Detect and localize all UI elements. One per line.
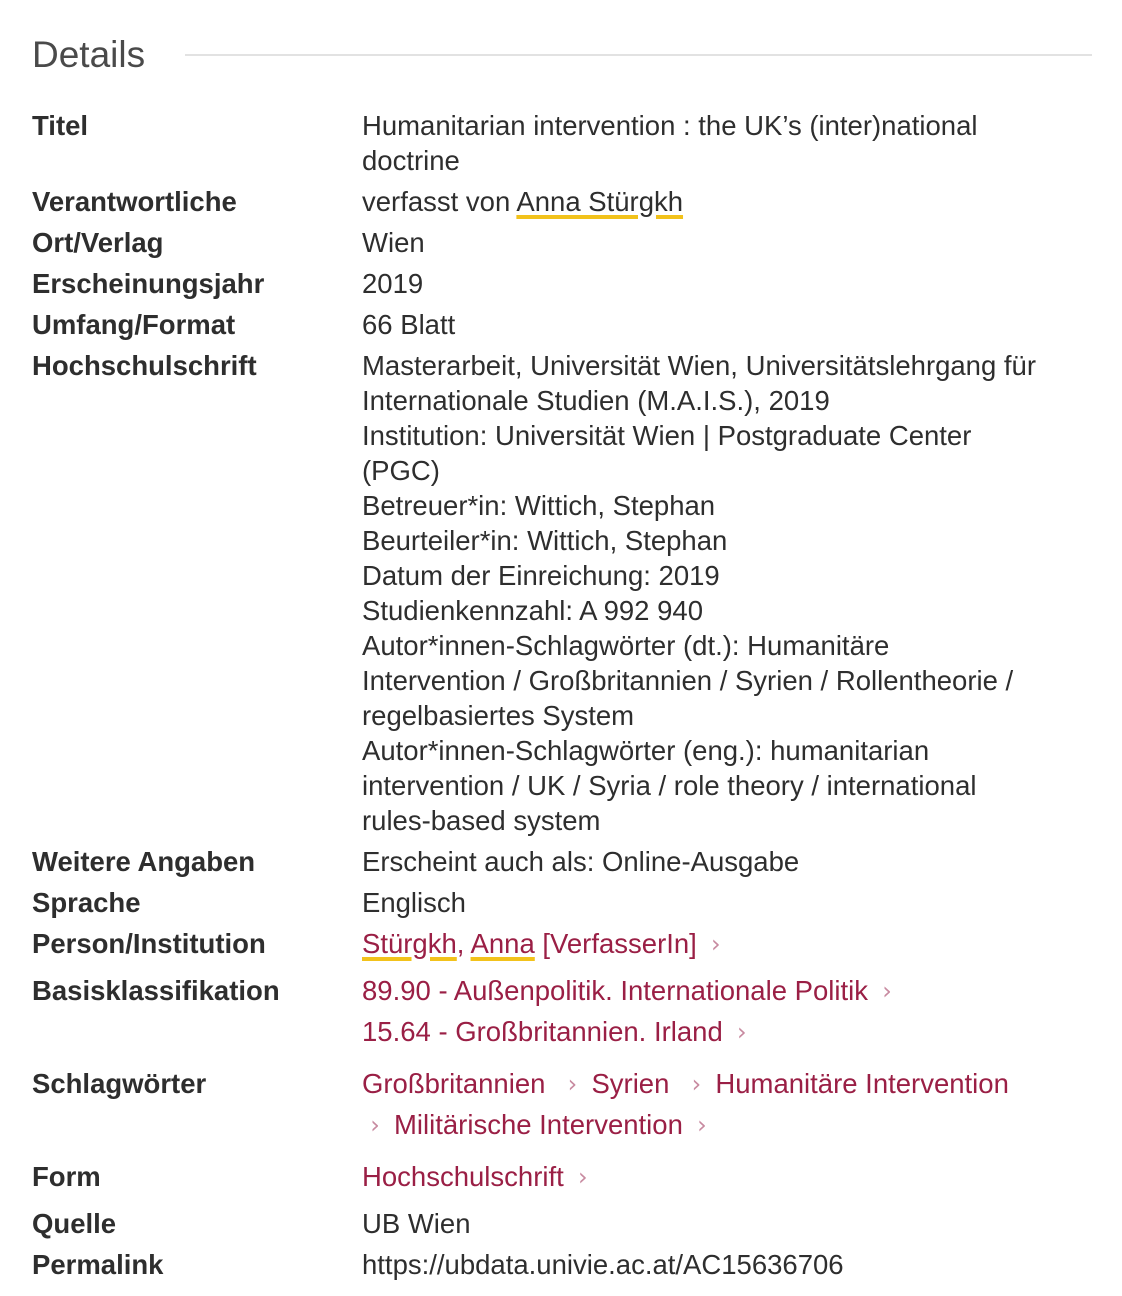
keyword-link[interactable]: Großbritannien [362,1068,546,1099]
field-row-ort-verlag [32,225,1102,260]
field-value-schlagwoerter [362,1066,1102,1148]
field-label-quelle: Quelle [32,1208,117,1239]
keyword-link[interactable]: Militärische Intervention [394,1109,683,1140]
title-line: Humanitarian intervention : the UK’s (inter)national [362,110,978,141]
chevron-right-icon[interactable]: › [370,1111,380,1139]
chevron-right-icon[interactable]: › [567,1070,578,1098]
field-row-verantwortliche [32,184,1102,219]
keyword-chain-line [362,1066,1102,1102]
keyword-link[interactable]: Humanitäre Intervention [715,1068,1009,1099]
person-link[interactable] [362,928,697,959]
field-row-titel [32,108,1102,178]
field-row-form [32,1159,1102,1195]
field-row-weitere-angaben [32,844,1102,879]
section-divider [185,54,1092,56]
chevron-right-icon[interactable]: › [882,977,892,1005]
thesis-note-line: intervention / UK / Syria / role theory / international [362,770,977,801]
chevron-right-icon[interactable]: › [711,930,721,958]
field-row-person-institution [32,926,1102,962]
thesis-note-line: Studienkennzahl: A 992 940 [362,595,703,626]
field-label-titel: Titel [32,110,89,141]
keyword-chain-line [362,1107,1102,1143]
chevron-right-icon[interactable]: › [736,1018,747,1046]
thesis-note-line: Autor*innen-Schlagwörter (dt.): Humanitäre [362,630,890,661]
field-label-schlagwoerter: Schlagwörter [32,1068,207,1099]
title-line: doctrine [362,145,460,176]
thesis-note-line: Datum der Einreichung: 2019 [362,560,720,591]
field-label-erscheinungsjahr: Erscheinungsjahr [32,268,265,299]
thesis-note-line: Intervention / Großbritannien / Syrien / Rollentheorie / [362,665,1014,696]
field-value-quelle: UB Wien [362,1208,471,1239]
field-label-weitere-angaben: Weitere Angaben [32,846,256,877]
field-value-permalink[interactable]: https://ubdata.univie.ac.at/AC15636706 [362,1249,844,1280]
person-role: [VerfasserIn] [534,928,697,959]
field-label-basisklassifikation: Basisklassifikation [32,975,280,1006]
classification-item [362,1014,1102,1050]
field-label-permalink: Permalink [32,1249,164,1280]
thesis-note-line: Institution: Universität Wien | Postgraduate Center [362,420,972,451]
field-row-erscheinungsjahr [32,266,1102,301]
field-value-sprache: Englisch [362,887,466,918]
field-label-sprache: Sprache [32,887,141,918]
responsibility-prefix: verfasst von [362,186,517,217]
thesis-note-line: Betreuer*in: Wittich, Stephan [362,490,716,521]
classification-item [362,973,1102,1009]
classification-link[interactable]: 15.64 - Großbritannien. Irland [362,1016,723,1047]
field-value-person-institution [362,926,1102,962]
author-name-highlighted: Anna Stürgkh [516,186,684,217]
thesis-note-line: Masterarbeit, Universität Wien, Universitätslehrgang für [362,350,1037,381]
field-value-form [362,1159,1102,1195]
field-value-hochschulschrift [362,348,1102,838]
section-title: Details [32,34,146,75]
field-label-form: Form [32,1161,101,1192]
field-row-quelle [32,1206,1102,1241]
form-link[interactable]: Hochschulschrift [362,1161,564,1192]
field-value-ort-verlag: Wien [362,227,425,258]
details-section-header [32,30,1092,80]
chevron-right-icon[interactable]: › [691,1070,702,1098]
classification-link[interactable]: 89.90 - Außenpolitik. Internationale Politik [362,975,868,1006]
keyword-link[interactable]: Syrien [591,1068,670,1099]
thesis-note-line: rules-based system [362,805,601,836]
field-value-verantwortliche [362,184,1102,219]
thesis-note-line: regelbasiertes System [362,700,635,731]
field-label-person-institution: Person/Institution [32,928,266,959]
field-label-verantwortliche: Verantwortliche [32,186,237,217]
field-value-weitere-angaben: Erscheint auch als: Online-Ausgabe [362,846,800,877]
field-value-umfang-format: 66 Blatt [362,309,456,340]
field-row-umfang-format [32,307,1102,342]
thesis-note-line: Beurteiler*in: Wittich, Stephan [362,525,728,556]
field-label-ort-verlag: Ort/Verlag [32,227,164,258]
thesis-note-line: Internationale Studien (M.A.I.S.), 2019 [362,385,830,416]
field-value-titel [362,108,1102,178]
field-row-hochschulschrift [32,348,1102,838]
person-surname: Stürgkh [362,928,457,959]
thesis-note-line: (PGC) [362,455,440,486]
field-value-erscheinungsjahr: 2019 [362,268,424,299]
chevron-right-icon[interactable]: › [697,1111,707,1139]
field-row-schlagwoerter [32,1066,1102,1148]
field-label-umfang-format: Umfang/Format [32,309,236,340]
field-value-basisklassifikation [362,973,1102,1055]
person-separator: , [456,928,471,959]
field-row-sprache [32,885,1102,920]
chevron-right-icon[interactable]: › [577,1163,588,1191]
field-row-permalink [32,1247,1102,1282]
field-label-hochschulschrift: Hochschulschrift [32,350,257,381]
thesis-note-line: Autor*innen-Schlagwörter (eng.): humanitarian [362,735,930,766]
person-given-name: Anna [470,928,535,959]
field-row-basisklassifikation [32,973,1102,1055]
details-list [32,108,1102,1288]
